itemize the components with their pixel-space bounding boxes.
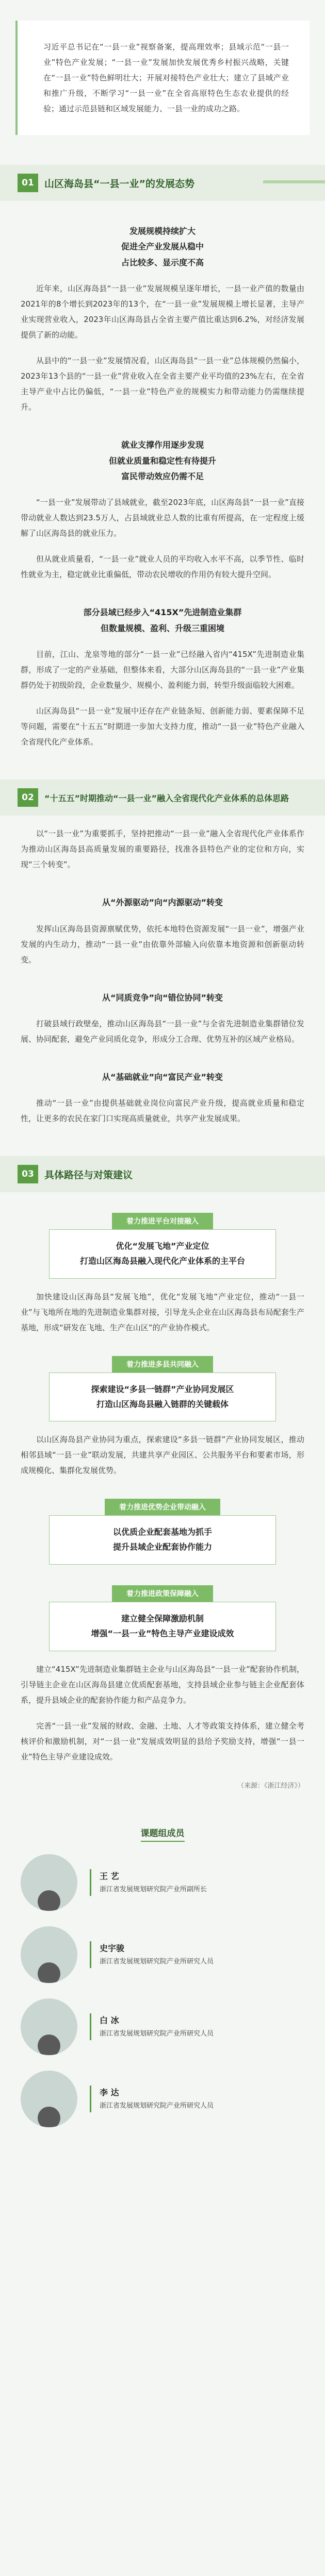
path-banner-3 bbox=[49, 1499, 276, 1565]
paragraph: 完善“一县一业”发展的财政、金融、土地、人才等政策支持体系，建立健全考核评价和激励机制，对“一县一业”发展成效明显的县给予奖励支持，增强“一县一业”特色主导产业建设成效。 bbox=[21, 1721, 304, 1761]
banner-body: 优化“发展飞地”产业定位 打造山区海岛县融入现代化产业体系的主平台 bbox=[49, 1229, 276, 1279]
banner-body: 建立健全保障激励机制 增强“一县一业”特色主导产业建设成效 bbox=[49, 1602, 276, 1651]
section-title: 山区海岛县“一县一业”的发展态势 bbox=[44, 178, 194, 190]
member-card bbox=[21, 1998, 304, 2055]
banner-caption: 着力推进平台对接融入 bbox=[112, 1213, 213, 1229]
person-icon bbox=[38, 1890, 60, 1911]
section-2-header bbox=[0, 779, 325, 816]
section-number: 01 bbox=[18, 174, 38, 192]
member-name: 李 达 bbox=[100, 2087, 119, 2097]
member-desc: 浙江省发展规划研究院产业所副所长 bbox=[100, 1886, 207, 1894]
paragraph: 目前，江山、龙泉等地的部分“一县一业”已经融入省内“415X”先进制造业集群，形成了一定的产业基础，但整体来看，大部分山区海岛县的“一县一业”产业集群仍处于初级阶段，企业数量少、规模小、盈利能力弱，转型升级面临较大困难。 bbox=[21, 650, 304, 690]
banner-body: 探索建设“多县一链群”产业协同发展区 打造山区海岛县融入链群的关键载体 bbox=[49, 1372, 276, 1422]
path-banner-1 bbox=[49, 1213, 276, 1279]
person-icon bbox=[38, 1962, 60, 1983]
shift-title: 从“同质竞争”向“错位协同”转变 bbox=[102, 992, 223, 1003]
member-name: 白 冰 bbox=[100, 2015, 119, 2025]
member-name: 王 艺 bbox=[100, 1871, 119, 1881]
person-icon bbox=[38, 2107, 60, 2127]
banner-body: 以优质企业配套基地为抓手 提升县域企业配套协作能力 bbox=[49, 1515, 276, 1565]
section-3-header bbox=[0, 1156, 325, 1192]
intro-box: 习近平总书记在“一县一业”视察备案，提高理效率；县域示范“一县一业”特色产业发展；“一县一业”发展加快发展优秀乡村振兴战略，关键在“一县一业”特色鲜明壮大；开展对接特色产业壮大；建立了县域产业和推广升级，不断学习“一县一业”在全省高原特色生态农业提供的经验；通过示范县链和区域发展能力、一县一业的成功之路。 bbox=[15, 21, 310, 135]
shift-title: 从“外源驱动”向“内源驱动”转变 bbox=[102, 897, 223, 908]
people-title: 课题组成员 bbox=[0, 1826, 325, 1839]
section-number: 03 bbox=[18, 1165, 38, 1183]
member-card bbox=[21, 1854, 304, 1911]
decor-bar bbox=[263, 180, 325, 183]
banner-caption: 着力推进优势企业带动融入 bbox=[105, 1499, 220, 1515]
section-number: 02 bbox=[18, 788, 38, 807]
paragraph: 推动“一县一业”由提供基础就业岗位向富民产业升级，提高就业质量和稳定性，让更多的农民在家门口实现高质量就业，共享产业发展成果。 bbox=[21, 1098, 304, 1124]
paragraph: 加快建设山区海岛县“发展飞地”，优化“发展飞地”产业定位，推动“一县一业”与飞地所在地的先进制造业集群对接，引导龙头企业在山区海岛县布局配套生产基地，形成“研发在飞地、生产在山区”的产业协作模式。 bbox=[21, 1292, 304, 1332]
shift-title: 从“基础就业”向“富民产业”转变 bbox=[102, 1072, 223, 1082]
paragraph: 山区海岛县“一县一业”发展中还存在产业链条短、创新能力弱、要素保障不足等问题，需要在“十五五”时期进一步加大支持力度，推动“一县一业”特色产业融入全省现代化产业体系。 bbox=[21, 706, 304, 747]
path-banner-4 bbox=[49, 1585, 276, 1651]
member-name: 史宇骏 bbox=[100, 1943, 125, 1953]
section-title: 具体路径与对策建议 bbox=[44, 1169, 133, 1181]
section-1-header bbox=[0, 165, 325, 201]
sub-title: 就业支撑作用逐步发现 但就业质量和稳定性有待提升 富民带动效应仍需不足 bbox=[108, 440, 216, 481]
paragraph: 近年来，山区海岛县“一县一业”发展规模呈逐年增长，一县一业产值的数量由2021年的8个增长到2023年的13个，在“一县一业”发展规模上增长显著，主导产业实现营业收入，2023年山区海岛县占全省主要产值比重达到6.2%，对经济发展提供了新的动能。 bbox=[21, 284, 304, 340]
avatar bbox=[21, 2071, 77, 2127]
member-desc: 浙江省发展规划研究院产业所研究人员 bbox=[100, 2030, 214, 2038]
paragraph: 从县中的“一县一业”发展情况看，山区海岛县“一县一业”总体规模仍然偏小，2023年13个县的“一县一业”营业收入在全省主要产业平均值的23%左右，在全省主导产业中占比仍偏低，“一县一业”特色产业的规模实力和带动能力仍需继续提升。 bbox=[21, 356, 304, 412]
sub-title: 部分县域已经步入“415X”先进制造业集群 但数量规模、盈利、升级三重困境 bbox=[83, 607, 242, 633]
member-card bbox=[21, 2071, 304, 2127]
paragraph: 以山区海岛县产业协同为重点，探索建设“多县一链群”产业协同发展区，推动相邻县域“一县一业”联动发展，共建共享产业园区、公共服务平台和要素市场，形成规模化、集群化发展优势。 bbox=[21, 1435, 304, 1476]
person-icon bbox=[38, 2035, 60, 2055]
paragraph: 以“一县一业”为重要抓手，坚持把推动“一县一业”融入全省现代化产业体系作为推动山区海岛县高质量发展的重要路径，找准各县特色产业的定位和方向，实现“三个转变”。 bbox=[21, 829, 304, 870]
paragraph: 建立“415X”先进制造业集群链主企业与山区海岛县“一县一业”配套协作机制，引导链主企业在山区海岛县建立优质配套基地，支持县域企业参与链主企业配套体系，提升县域企业的配套协作能力和产品竞争力。 bbox=[21, 1664, 304, 1705]
paragraph: “一县一业”发展带动了县域就业，截至2023年底，山区海岛县“一县一业”直接带动就业人数达到23.5万人，占县域就业总人数的比重有所提高，在一定程度上缓解了山区海岛县的就业压力。 bbox=[21, 498, 304, 538]
paragraph: 发挥山区海岛县资源禀赋优势，依托本地特色资源发展“一县一业”，增强产业发展的内生动力，推动“一县一业”由依靠外部输入向依靠本地资源和创新驱动转变。 bbox=[21, 924, 304, 964]
banner-caption: 着力推进多县共同融入 bbox=[112, 1356, 213, 1372]
member-desc: 浙江省发展规划研究院产业所研究人员 bbox=[100, 1958, 214, 1966]
source-note: （来源：《浙江经济》） bbox=[237, 1782, 304, 1790]
avatar bbox=[21, 1854, 77, 1911]
member-desc: 浙江省发展规划研究院产业所研究人员 bbox=[100, 2102, 214, 2110]
path-banner-2 bbox=[49, 1356, 276, 1422]
sub-title: 发展规模持续扩大 促进全产业发展从稳中 占比较多、显示度不高 bbox=[121, 226, 204, 267]
member-card bbox=[21, 1926, 304, 1983]
paragraph: 但从就业质量看，“一县一业”就业人员的平均收入水平不高，以季节性、临时性就业为主，稳定就业比重偏低，带动农民增收的作用仍有较大提升空间。 bbox=[21, 554, 304, 580]
section-title: “十五五”时期推动“一县一业”融入全省现代化产业体系的总体思路 bbox=[44, 793, 289, 803]
avatar bbox=[21, 1926, 77, 1983]
banner-caption: 着力推进政策保障融入 bbox=[112, 1585, 213, 1602]
avatar bbox=[21, 1998, 77, 2055]
paragraph: 打破县域行政壁垒，推动山区海岛县“一县一业”与全省先进制造业集群错位发展、协同配套，避免产业同质化竞争，形成分工合理、优势互补的区域产业格局。 bbox=[21, 1019, 304, 1044]
